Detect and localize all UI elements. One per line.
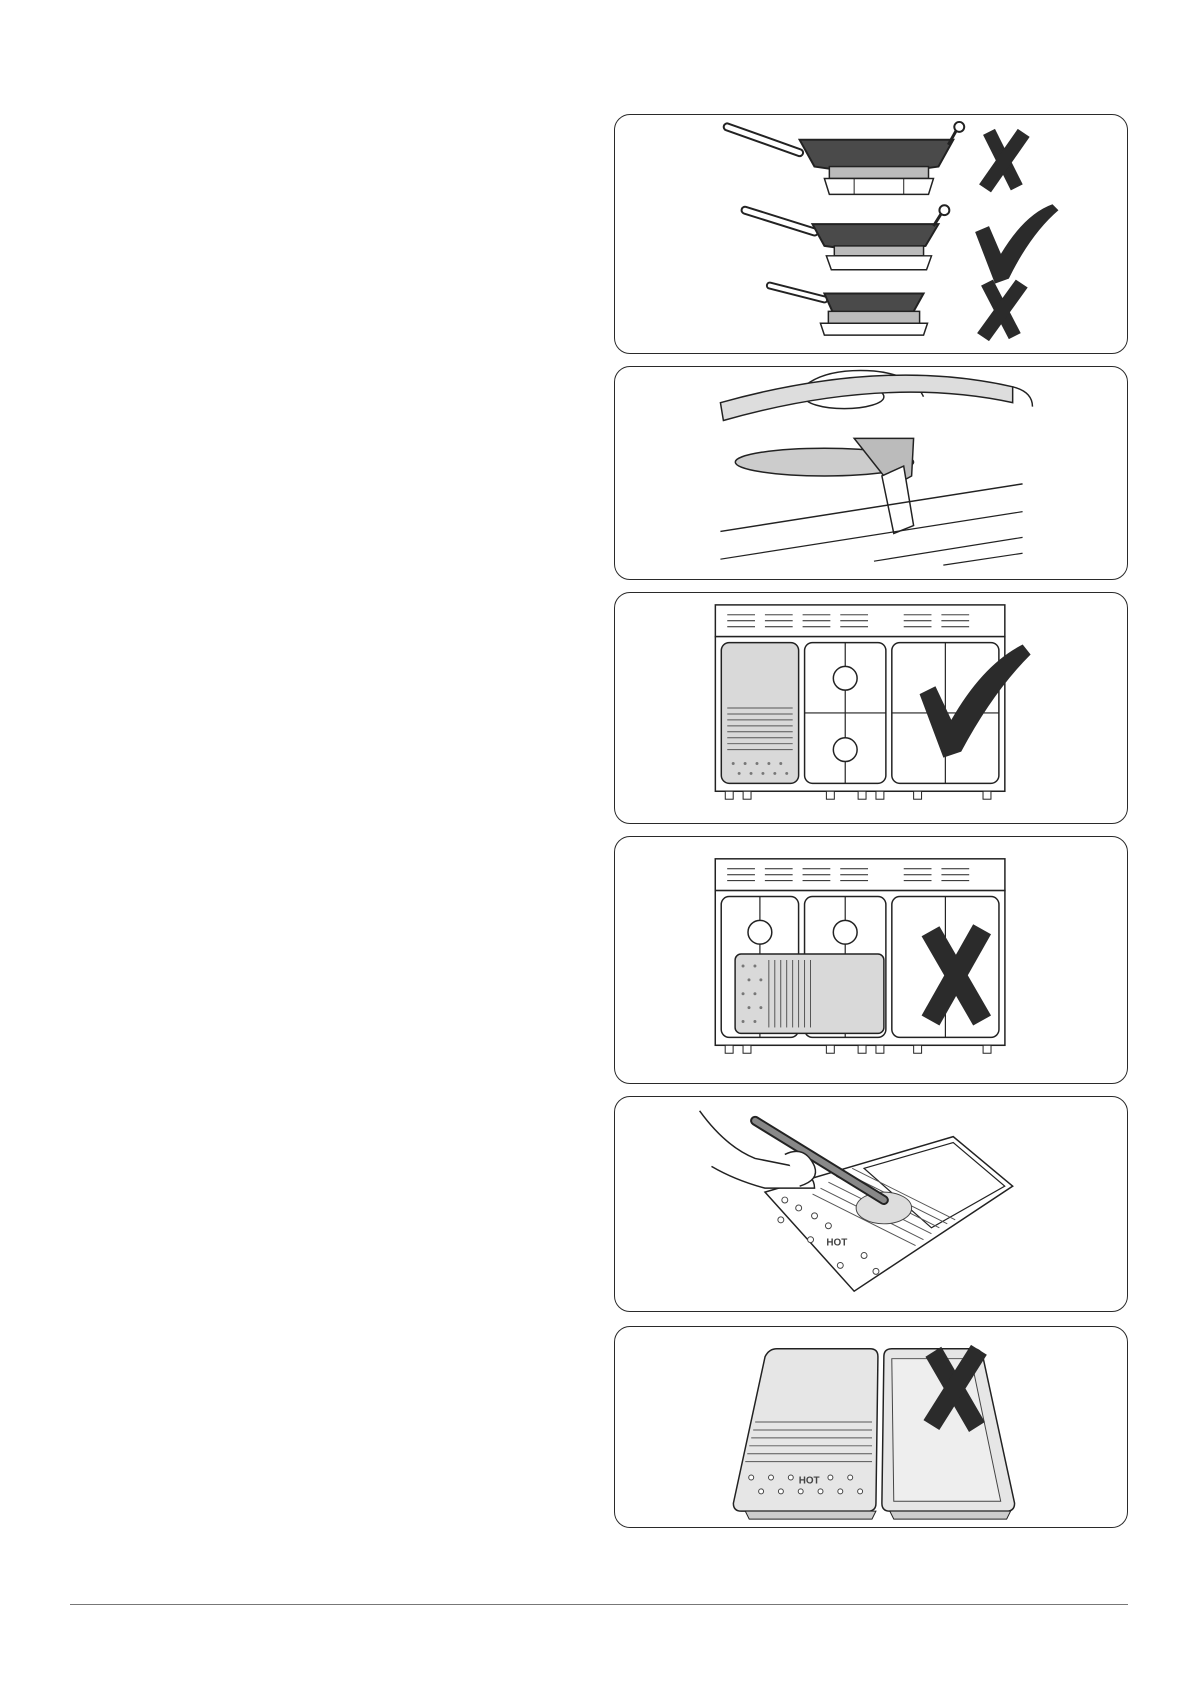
panel-two-griddles	[614, 1326, 1128, 1528]
griddle-plate	[735, 954, 884, 1033]
griddle-hot-label: HOT	[798, 1475, 820, 1487]
hob-griddle-left-illustration	[615, 593, 1127, 823]
griddle-hot-label: HOT	[826, 1237, 848, 1249]
pan-support-illustration	[615, 367, 1127, 579]
hob-griddle-across-illustration	[615, 837, 1127, 1083]
cross-icon	[977, 280, 1028, 341]
wok-sizes-illustration	[615, 115, 1127, 353]
panel-griddle-correct	[614, 592, 1128, 824]
griddle-cleaning-illustration	[615, 1097, 1127, 1311]
tick-icon	[975, 204, 1058, 283]
two-griddles-illustration	[615, 1327, 1127, 1527]
footer-rule	[70, 1604, 1128, 1605]
panel-griddle-wrong	[614, 836, 1128, 1084]
small-pan	[770, 286, 928, 336]
medium-wok	[745, 205, 949, 269]
large-wok	[727, 122, 964, 194]
panel-pan-support-foot	[614, 366, 1128, 580]
panel-wok-sizes	[614, 114, 1128, 354]
panel-griddle-cleaning	[614, 1096, 1128, 1312]
cross-icon	[979, 129, 1030, 192]
